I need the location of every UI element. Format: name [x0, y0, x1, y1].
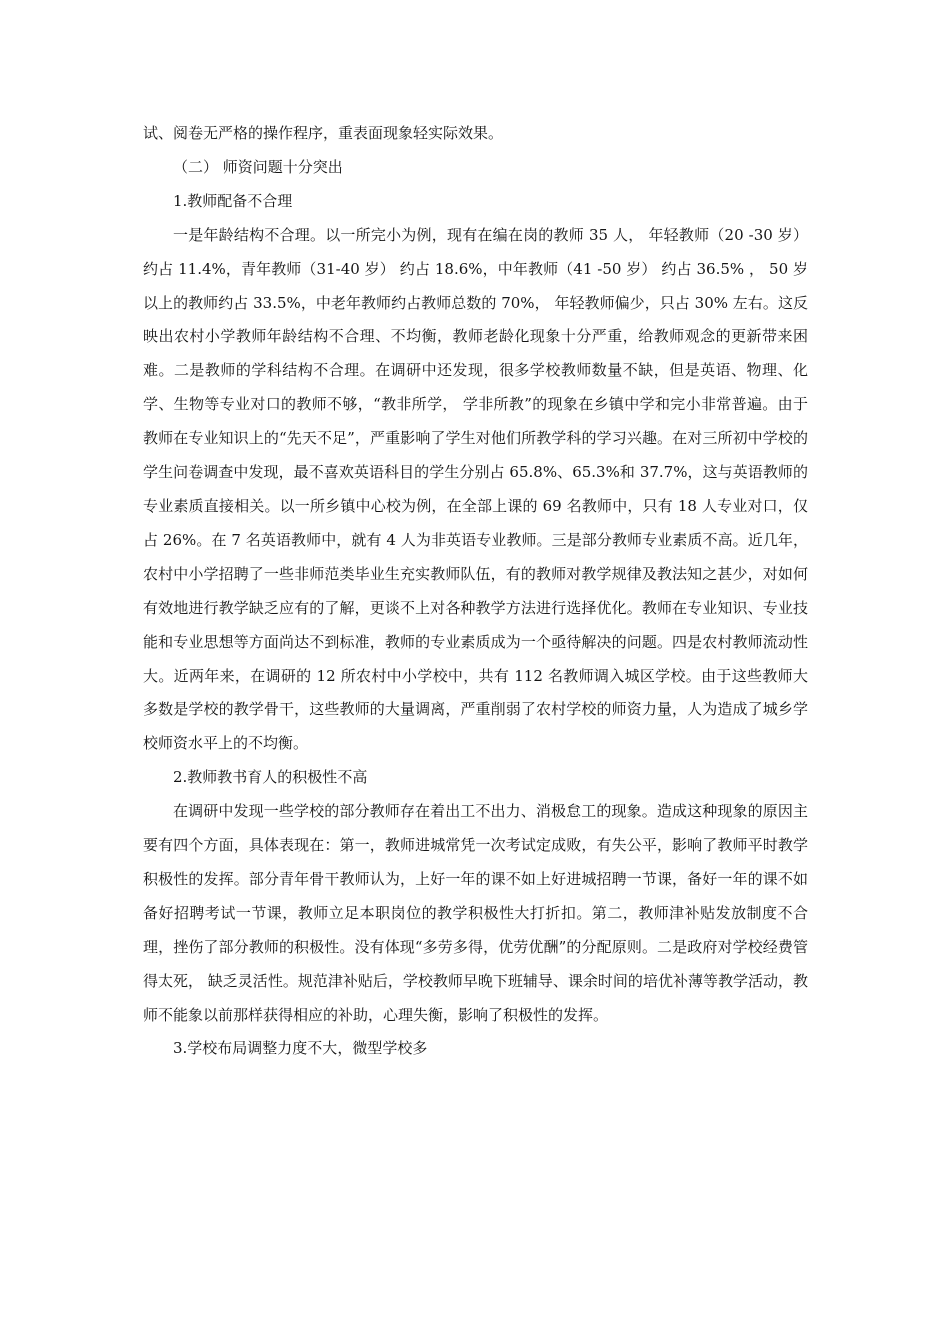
document-page	[143, 117, 808, 1066]
paragraph-continuation: 试、阅卷无严格的操作程序，重表面现象轻实际效果。	[143, 124, 504, 142]
subsection-heading: 1.教师配备不合理	[173, 191, 293, 210]
body-paragraph: 在调研中发现一些学校的部分教师存在着出工不出力、消极怠工的现象。造成这种现象的原因主要有四个方面，具体表现在：第一，教师进城常凭一次考试定成败，有失公平，影响了教师平时教学积极性的发挥。部分青年骨干教师认为，上好一年的课不如上好进城招聘一节课，备好一年的课不如备好招聘考试一节课，教师立足本职岗位的教学积极性大打折扣。第二，教师津补贴发放制度不合理，挫伤了部分教师的积极性。没有体现“多劳多得，优劳优酬”的分配原则。二是政府对学校经费管得太死， 缺乏灵活性。规范津补贴后，学校教师早晚下班辅导、课余时间的培优补薄等教学活动，教师不能象以前那样获得相应的补助，心理失衡，影响了积极性的发挥。	[143, 802, 808, 1024]
body-paragraph: 一是年龄结构不合理。以一所完小为例，现有在编在岗的教师 35 人， 年轻教师（20 -30 岁） 约占 11.4%，青年教师（31-40 岁） 约占 18.6%，中年教师（41 -50 岁） 约占 36.5% ， 50 岁以上的教师约占 33.5%，中老年教师约占教师总数的 70%， 年轻教师偏少，只占 30% 左右。这反映出农村小学教师年龄结构不合理、不均衡，教师老龄化现象十分严重，给教师观念的更新带来困难。二是教师的学科结构不合理。在调研中还发现，很多学校教师数量不缺，但是英语、物理、化学、生物等专业对口的教师不够，“教非所学， 学非所教”的现象在乡镇中学和完小非常普遍。由于教师在专业知识上的“先天不足”，严重影响了学生对他们所教学科的学习兴趣。在对三所初中学校的学生问卷调查中发现，最不喜欢英语科目的学生分别占 65.8%、65.3%和 37.7%，这与英语教师的专业素质直接相关。以一所乡镇中心校为例，在全部上课的 69 名教师中，只有 18 人专业对口，仅占 26%。在 7 名英语教师中，就有 4 人为非英语专业教师。三是部分教师专业素质不高。近几年，农村中小学招聘了一些非师范类毕业生充实教师队伍，有的教师对教学规律及教法知之甚少，对如何有效地进行教学缺乏应有的了解，更谈不上对各种教学方法进行选择优化。教师在专业知识、专业技能和专业思想等方面尚达不到标准，教师的专业素质成为一个亟待解决的问题。四是农村教师流动性大。近两年来，在调研的 12 所农村中小学校中，共有 112 名教师调入城区学校。由于这些教师大多数是学校的教学骨干，这些教师的大量调离，严重削弱了农村学校的师资力量，人为造成了城乡学校师资水平上的不均衡。	[143, 225, 808, 753]
section-heading: （二） 师资问题十分突出	[173, 157, 343, 176]
subsection-heading: 2.教师教书育人的积极性不高	[173, 768, 368, 787]
subsection-heading: 3.学校布局调整力度不大，微型学校多	[173, 1039, 428, 1058]
